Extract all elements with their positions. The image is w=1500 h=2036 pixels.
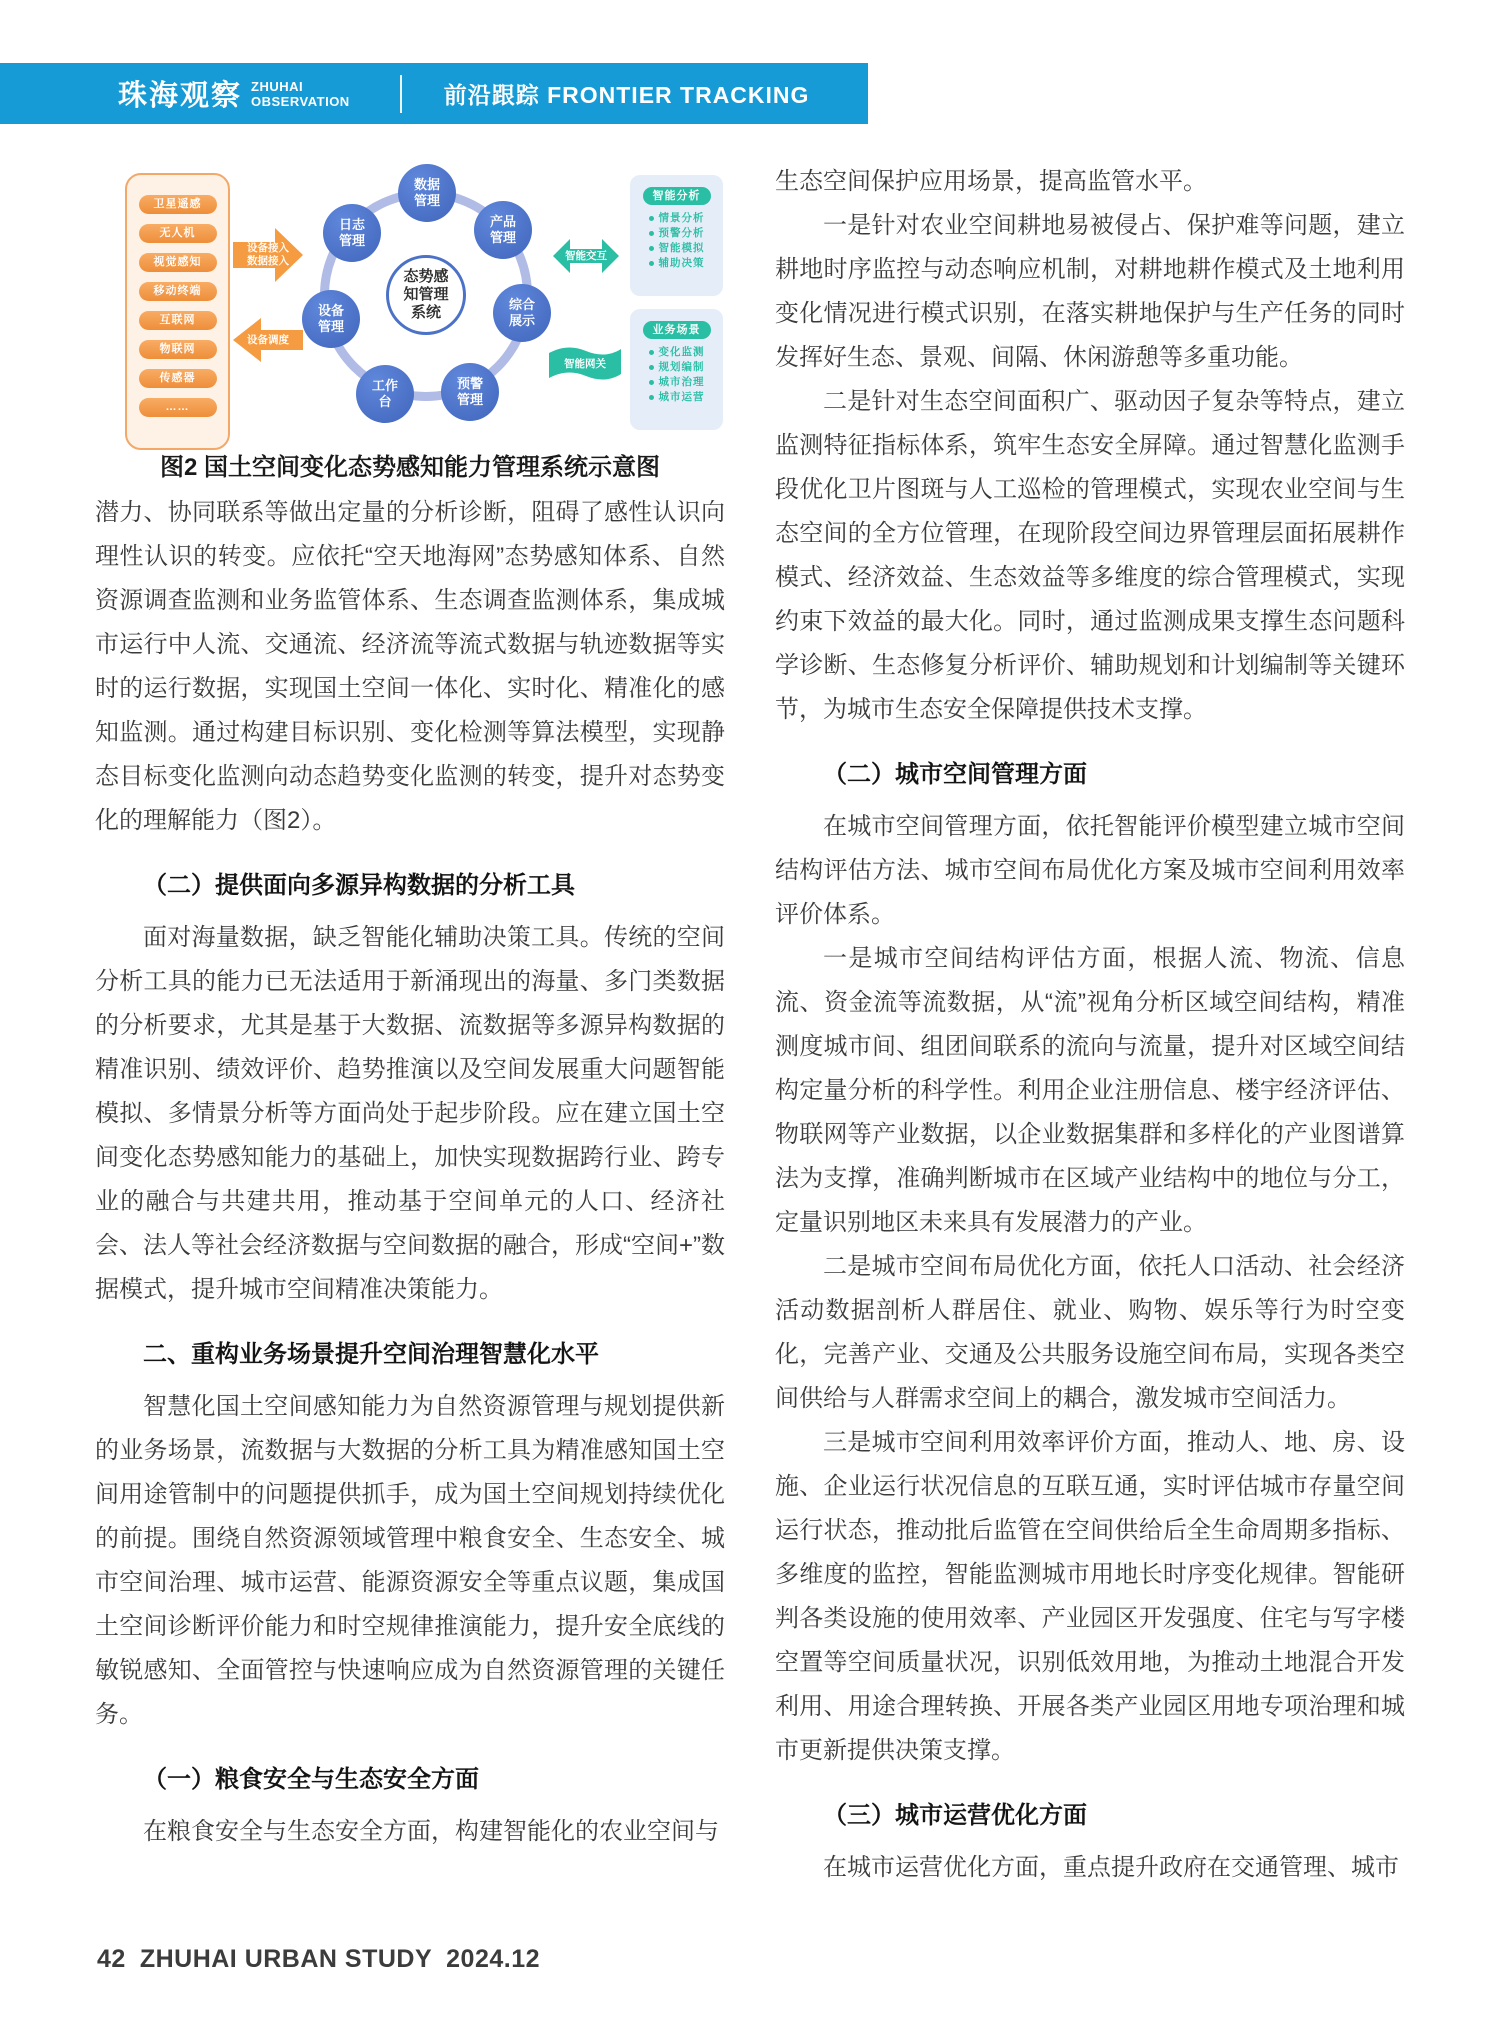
section-heading: 二、重构业务场景提升空间治理智慧化水平 xyxy=(143,1341,599,1368)
panel-item xyxy=(649,347,705,358)
panel-item-label: 城市运营 xyxy=(658,391,705,403)
arrow-label-line: 智能网关 xyxy=(564,357,606,370)
module-log-management xyxy=(323,204,381,262)
panel-item xyxy=(649,243,705,254)
paragraph: 在粮食安全与生态安全方面，构建智能化的农业空间与 xyxy=(143,1818,719,1845)
magazine-title-en-line1: ZHUHAI xyxy=(251,78,304,94)
module-warning-management xyxy=(441,363,499,421)
module-device-management xyxy=(302,290,360,348)
center-line: 知管理 xyxy=(403,286,449,303)
source-pill: 移动终端 xyxy=(139,282,217,301)
module-label: 管理 xyxy=(317,319,344,334)
module-label: 管理 xyxy=(489,230,516,245)
panel-items xyxy=(649,213,705,269)
module-data-management xyxy=(398,164,456,222)
paragraph: 智慧化国土空间感知能力为自然资源管理与规划提供新的业务场景，流数据与大数据的分析工具为精准感知国土空间用途管制中的问题提供抓手，成为国土空间规划持续优化的前提。围绕自然资源领域管理中粮食安全、生态安全、城市空间治理、城市运营、能源资源安全等重点议题，集成国土空间诊断评价能力和时空规律推演能力，提升安全底线的敏锐感知、全面管控与快速响应成为自然资源管理的关键任务。 xyxy=(95,1393,725,1728)
panel-item-label: 智能模拟 xyxy=(658,242,705,254)
paragraph: 二是针对生态空间面积广、驱动因子复杂等特点，建立监测特征指标体系，筑牢生态安全屏障。通过智慧化监测手段优化卫片图斑与人工巡检的管理模式，实现农业空间与生态空间的全方位管理，在现阶段空间边界管理层面拓展耕作模式、经济效益、生态效益等多维度的综合管理模式，实现约束下效益的最大化。同时，通过监测成果支撑生态问题科学诊断、生态修复分析评价、辅助规划和计划编制等关键环节，为城市生态安全保障提供技术支撑。 xyxy=(775,388,1405,723)
center-line: 态势感 xyxy=(403,268,449,285)
device-access-label xyxy=(233,226,303,284)
device-access-arrow-icon xyxy=(233,226,303,284)
paragraph: 一是城市空间结构评估方面，根据人流、物流、信息流、资金流等流数据，从“流”视角分析区域空间结构，精准测度城市间、组团间联系的流向与流量，提升对区域空间结构定量分析的科学性。利用企业注册信息、楼宇经济评估、物联网等产业数据，以企业数据集群和多样化的产业图谱算法为支撑，准确判断城市在区域产业结构中的地位与分工，定量识别地区未来具有发展潜力的产业。 xyxy=(775,945,1405,1236)
source-pill: 视觉感知 xyxy=(139,253,217,272)
subsection-heading: （一）粮食安全与生态安全方面 xyxy=(143,1766,479,1793)
panel-item-label: 变化监测 xyxy=(658,346,705,358)
module-label: 数据 xyxy=(413,177,440,192)
bullet-dot-icon xyxy=(649,216,654,221)
panel-item xyxy=(649,213,705,224)
panel-item xyxy=(649,377,705,388)
panel-items xyxy=(649,347,705,403)
paragraph: 在城市运营优化方面，重点提升政府在交通管理、城市 xyxy=(823,1854,1399,1881)
module-label: 管理 xyxy=(456,392,483,407)
panel-item-label: 辅助决策 xyxy=(658,257,705,269)
smart-gateway-label xyxy=(547,344,623,384)
data-sources-box xyxy=(125,173,230,450)
module-label: 展示 xyxy=(508,313,535,328)
arrow-label-line: 数据接入 xyxy=(247,255,289,267)
panel-item-label: 情景分析 xyxy=(658,212,705,224)
right-column xyxy=(775,124,1405,1890)
subsection-heading: （三）城市运营优化方面 xyxy=(823,1802,1087,1829)
panel-item-label: 城市治理 xyxy=(658,376,705,388)
device-dispatch-arrow-icon xyxy=(233,316,303,364)
paragraph: 面对海量数据，缺乏智能化辅助决策工具。传统的空间分析工具的能力已无法适用于新涌现出的海量、多门类数据的分析要求，尤其是基于大数据、流数据等多源异构数据的精准识别、绩效评价、趋势推演以及空间发展重大问题智能模拟、多情景分析等方面尚处于起步阶段。应在建立国土空间变化态势感知能力的基础上，加快实现数据跨行业、跨专业的融合与共建共用，推动基于空间单元的人口、经济社会、法人等社会经济数据与空间数据的融合，形成“空间+”数据模式，提升城市空间精准决策能力。 xyxy=(95,924,725,1303)
subsection-heading: （二）城市空间管理方面 xyxy=(823,761,1087,788)
bullet-dot-icon xyxy=(649,231,654,236)
module-label: 工作 xyxy=(371,378,398,393)
module-product-management xyxy=(474,201,532,259)
arrow-label-line: 设备调度 xyxy=(247,333,289,346)
panel-title: 智能分析 xyxy=(643,187,711,205)
system-center-circle xyxy=(386,255,466,335)
bullet-dot-icon xyxy=(649,261,654,266)
panel-item xyxy=(649,392,705,403)
source-pill: 卫星遥感 xyxy=(139,195,217,214)
source-pill: 无人机 xyxy=(139,224,217,243)
left-column xyxy=(95,124,725,1854)
module-label: 管理 xyxy=(413,193,440,208)
bullet-dot-icon xyxy=(649,380,654,385)
source-pill: 互联网 xyxy=(139,311,217,330)
module-label: 台 xyxy=(378,394,392,409)
source-pill: 物联网 xyxy=(139,340,217,359)
smart-interaction-arrow-icon xyxy=(553,231,619,281)
paragraph: 生态空间保护应用场景，提高监管水平。 xyxy=(775,168,1207,195)
module-label: 预警 xyxy=(456,376,483,391)
smart-interaction-label xyxy=(553,231,619,281)
source-pill: …… xyxy=(139,398,217,417)
page-footer xyxy=(97,1945,540,1974)
page-number: 42 xyxy=(97,1945,126,1973)
module-display xyxy=(493,284,551,342)
section-title: 前沿跟踪 FRONTIER TRACKING xyxy=(443,82,810,108)
bullet-dot-icon xyxy=(649,246,654,251)
business-scene-panel xyxy=(630,309,723,430)
figure-caption: 图2 国土空间变化态势感知能力管理系统示意图 xyxy=(159,454,660,481)
paragraph: 三是城市空间利用效率评价方面，推动人、地、房、设施、企业运行状况信息的互联互通，实时评估城市存量空间运行状态，推动批后监管在空间供给后全生命周期多指标、多维度的监控，智能监测城市用地长时序变化规律。智能研判各类设施的使用效率、产业园区开发强度、住宅与写字楼空置等空间质量状况，识别低效用地，为推动土地混合开发利用、用途合理转换、开展各类产业园区用地专项治理和城市更新提供决策支撑。 xyxy=(775,1429,1405,1764)
smart-gateway-flag-icon xyxy=(547,344,623,384)
paragraph: 一是针对农业空间耕地易被侵占、保护难等问题，建立耕地时序监控与动态响应机制，对耕地耕作模式及土地利用变化情况进行模式识别，在落实耕地保护与生产任务的同时发挥好生态、景观、间隔、休闲游憩等多重功能。 xyxy=(775,212,1405,371)
issue-date: 2024.12 xyxy=(446,1945,541,1973)
subsection-heading: （二）提供面向多源异构数据的分析工具 xyxy=(143,872,575,899)
module-label: 产品 xyxy=(489,214,516,229)
paragraph: 潜力、协同联系等做出定量的分析诊断，阻碍了感性认识向理性认识的转变。应依托“空天地海网”态势感知体系、自然资源调查监测和业务监管体系、生态调查监测体系，集成城市运行中人流、交通流、经济流等流式数据与轨迹数据等实时的运行数据，实现国土空间一体化、实时化、精准化的感知监测。通过构建目标识别、变化检测等算法模型，实现静态目标变化监测向动态趋势变化监测的转变，提升对态势变化的理解能力（图2）。 xyxy=(95,499,725,834)
panel-item xyxy=(649,228,705,239)
bullet-dot-icon xyxy=(649,395,654,400)
panel-item-label: 预警分析 xyxy=(658,227,705,239)
journal-name: ZHUHAI URBAN STUDY xyxy=(139,1945,433,1973)
magazine-title-cn: 珠海观察 xyxy=(118,80,243,112)
panel-title: 业务场景 xyxy=(643,321,711,339)
bullet-dot-icon xyxy=(649,365,654,370)
header-divider xyxy=(400,75,402,113)
module-label: 综合 xyxy=(508,297,535,312)
paragraph: 在城市空间管理方面，依托智能评价模型建立城市空间结构评估方法、城市空间布局优化方案及城市空间利用效率评价体系。 xyxy=(775,813,1405,928)
header-bar xyxy=(0,63,868,124)
smart-analysis-panel xyxy=(630,175,723,296)
panel-item-label: 规划编制 xyxy=(658,361,705,373)
figure-2-diagram xyxy=(95,128,725,453)
module-workbench xyxy=(356,365,414,423)
center-line: 系统 xyxy=(410,304,441,321)
panel-item xyxy=(649,362,705,373)
source-pill: 传感器 xyxy=(139,369,217,388)
paragraph: 二是城市空间布局优化方面，依托人口活动、社会经济活动数据剖析人群居住、就业、购物、娱乐等行为时空变化，完善产业、交通及公共服务设施空间布局，实现各类空间供给与人群需求空间上的耦合，激发城市空间活力。 xyxy=(775,1253,1405,1412)
device-dispatch-label xyxy=(233,316,303,364)
arrow-label-line: 智能交互 xyxy=(565,249,607,262)
bullet-dot-icon xyxy=(649,350,654,355)
panel-item xyxy=(649,258,705,269)
module-label: 设备 xyxy=(317,303,344,318)
module-label: 日志 xyxy=(338,217,365,232)
magazine-title-en-line2: OBSERVATION xyxy=(251,93,350,109)
module-label: 管理 xyxy=(338,233,365,248)
arrow-label-line: 设备接入 xyxy=(247,242,289,254)
magazine-title-en xyxy=(251,79,350,109)
